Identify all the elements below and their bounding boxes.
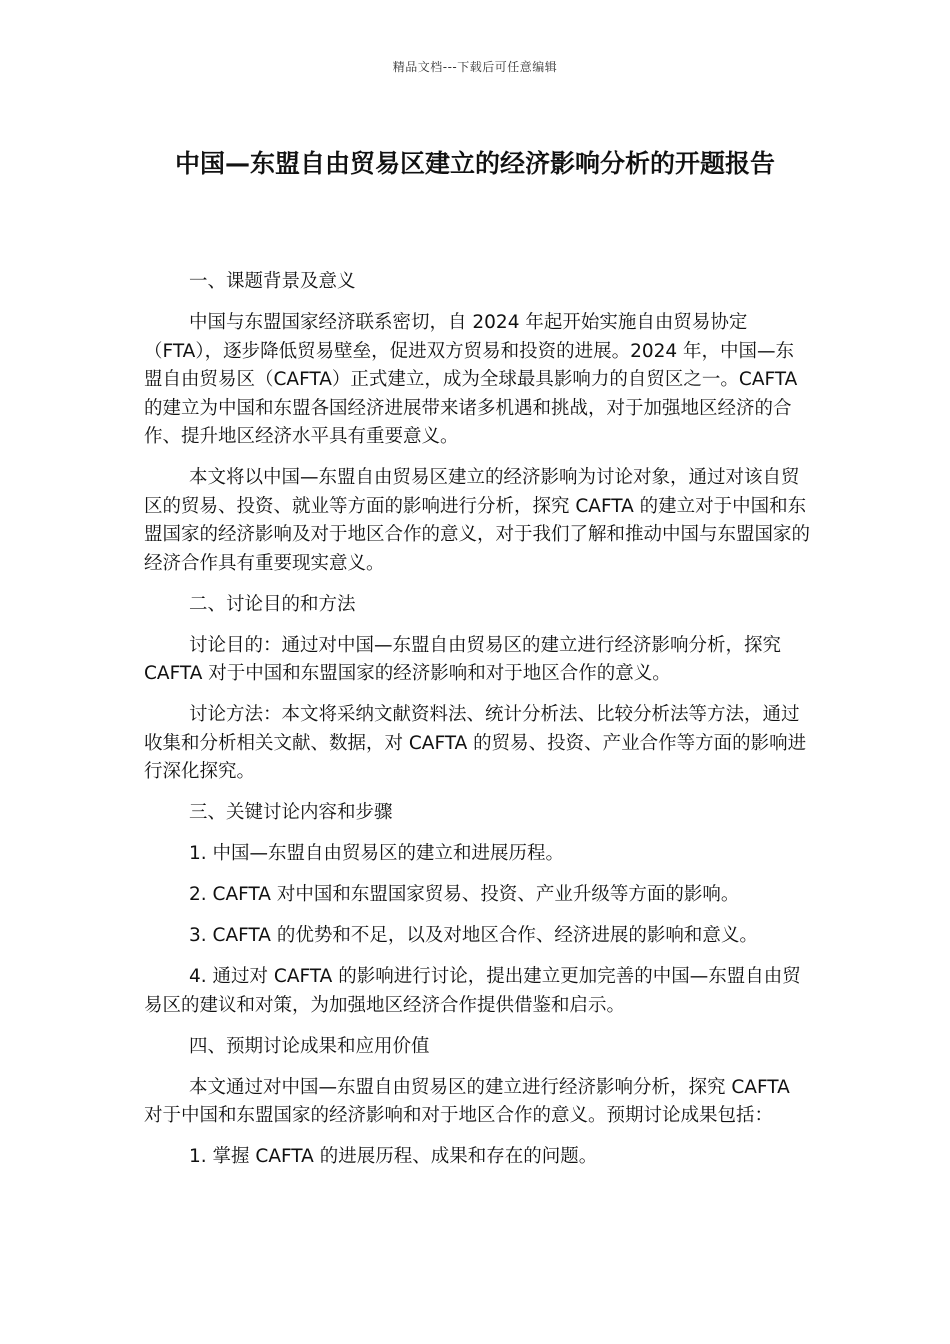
paragraph-background-1: 中国与东盟国家经济联系密切，自 2024 年起开始实施自由贸易协定（FTA），逐步降低贸易壁垒，促进双方贸易和投资的进展。2024 年，中国—东盟自由贸易区（CAFTA）正式建立，成为全球最具影响力的自贸区之一。CAFTA 的建立为中国和东盟各国经济进展带来诸多机遇和挑战，对于加强地区经济的合作、提升地区经济水平具有重要意义。 bbox=[144, 312, 798, 447]
document-body bbox=[144, 268, 812, 1184]
paragraph-background-2: 本文将以中国—东盟自由贸易区建立的经济影响为讨论对象，通过对该自贸区的贸易、投资、就业等方面的影响进行分析，探究 CAFTA 的建立对于中国和东盟国家的经济影响及对于地区合作的意义，对于我们了解和推动中国与东盟国家的经济合作具有重要现实意义。 bbox=[144, 467, 811, 574]
section-heading-expected-results: 四、预期讨论成果和应用价值 bbox=[189, 1035, 430, 1057]
list-item-step-2: 2. CAFTA 对中国和东盟国家贸易、投资、产业升级等方面的影响。 bbox=[189, 884, 740, 905]
section-heading-key-content: 三、关键讨论内容和步骤 bbox=[189, 802, 393, 823]
paragraph-purpose: 讨论目的：通过对中国—东盟自由贸易区的建立进行经济影响分析，探究 CAFTA 对于中国和东盟国家的经济影响和对于地区合作的意义。 bbox=[144, 634, 782, 684]
list-item-step-1: 1. 中国—东盟自由贸易区的建立和进展历程。 bbox=[189, 843, 565, 864]
list-item-step-4: 4. 通过对 CAFTA 的影响进行讨论，提出建立更加完善的中国—东盟自由贸易区的建议和对策，为加强地区经济合作提供借鉴和启示。 bbox=[144, 966, 801, 1016]
paragraph-method: 讨论方法：本文将采纳文献资料法、统计分析法、比较分析法等方法，通过收集和分析相关文献、数据，对 CAFTA 的贸易、投资、产业合作等方面的影响进行深化探究。 bbox=[144, 704, 807, 782]
list-item-result-1: 1. 掌握 CAFTA 的进展历程、成果和存在的问题。 bbox=[189, 1146, 598, 1167]
page-header-note: 精品文档---下载后可任意编辑 bbox=[392, 60, 558, 74]
section-heading-purpose-method: 二、讨论目的和方法 bbox=[189, 593, 356, 615]
document-title: 中国—东盟自由贸易区建立的经济影响分析的开题报告 bbox=[174, 149, 775, 178]
paragraph-expected-results: 本文通过对中国—东盟自由贸易区的建立进行经济影响分析，探究 CAFTA 对于中国和东盟国家的经济影响和对于地区合作的意义。预期讨论成果包括： bbox=[144, 1076, 790, 1126]
section-heading-background: 一、课题背景及意义 bbox=[189, 271, 356, 292]
list-item-step-3: 3. CAFTA 的优势和不足，以及对地区合作、经济进展的影响和意义。 bbox=[189, 925, 758, 946]
